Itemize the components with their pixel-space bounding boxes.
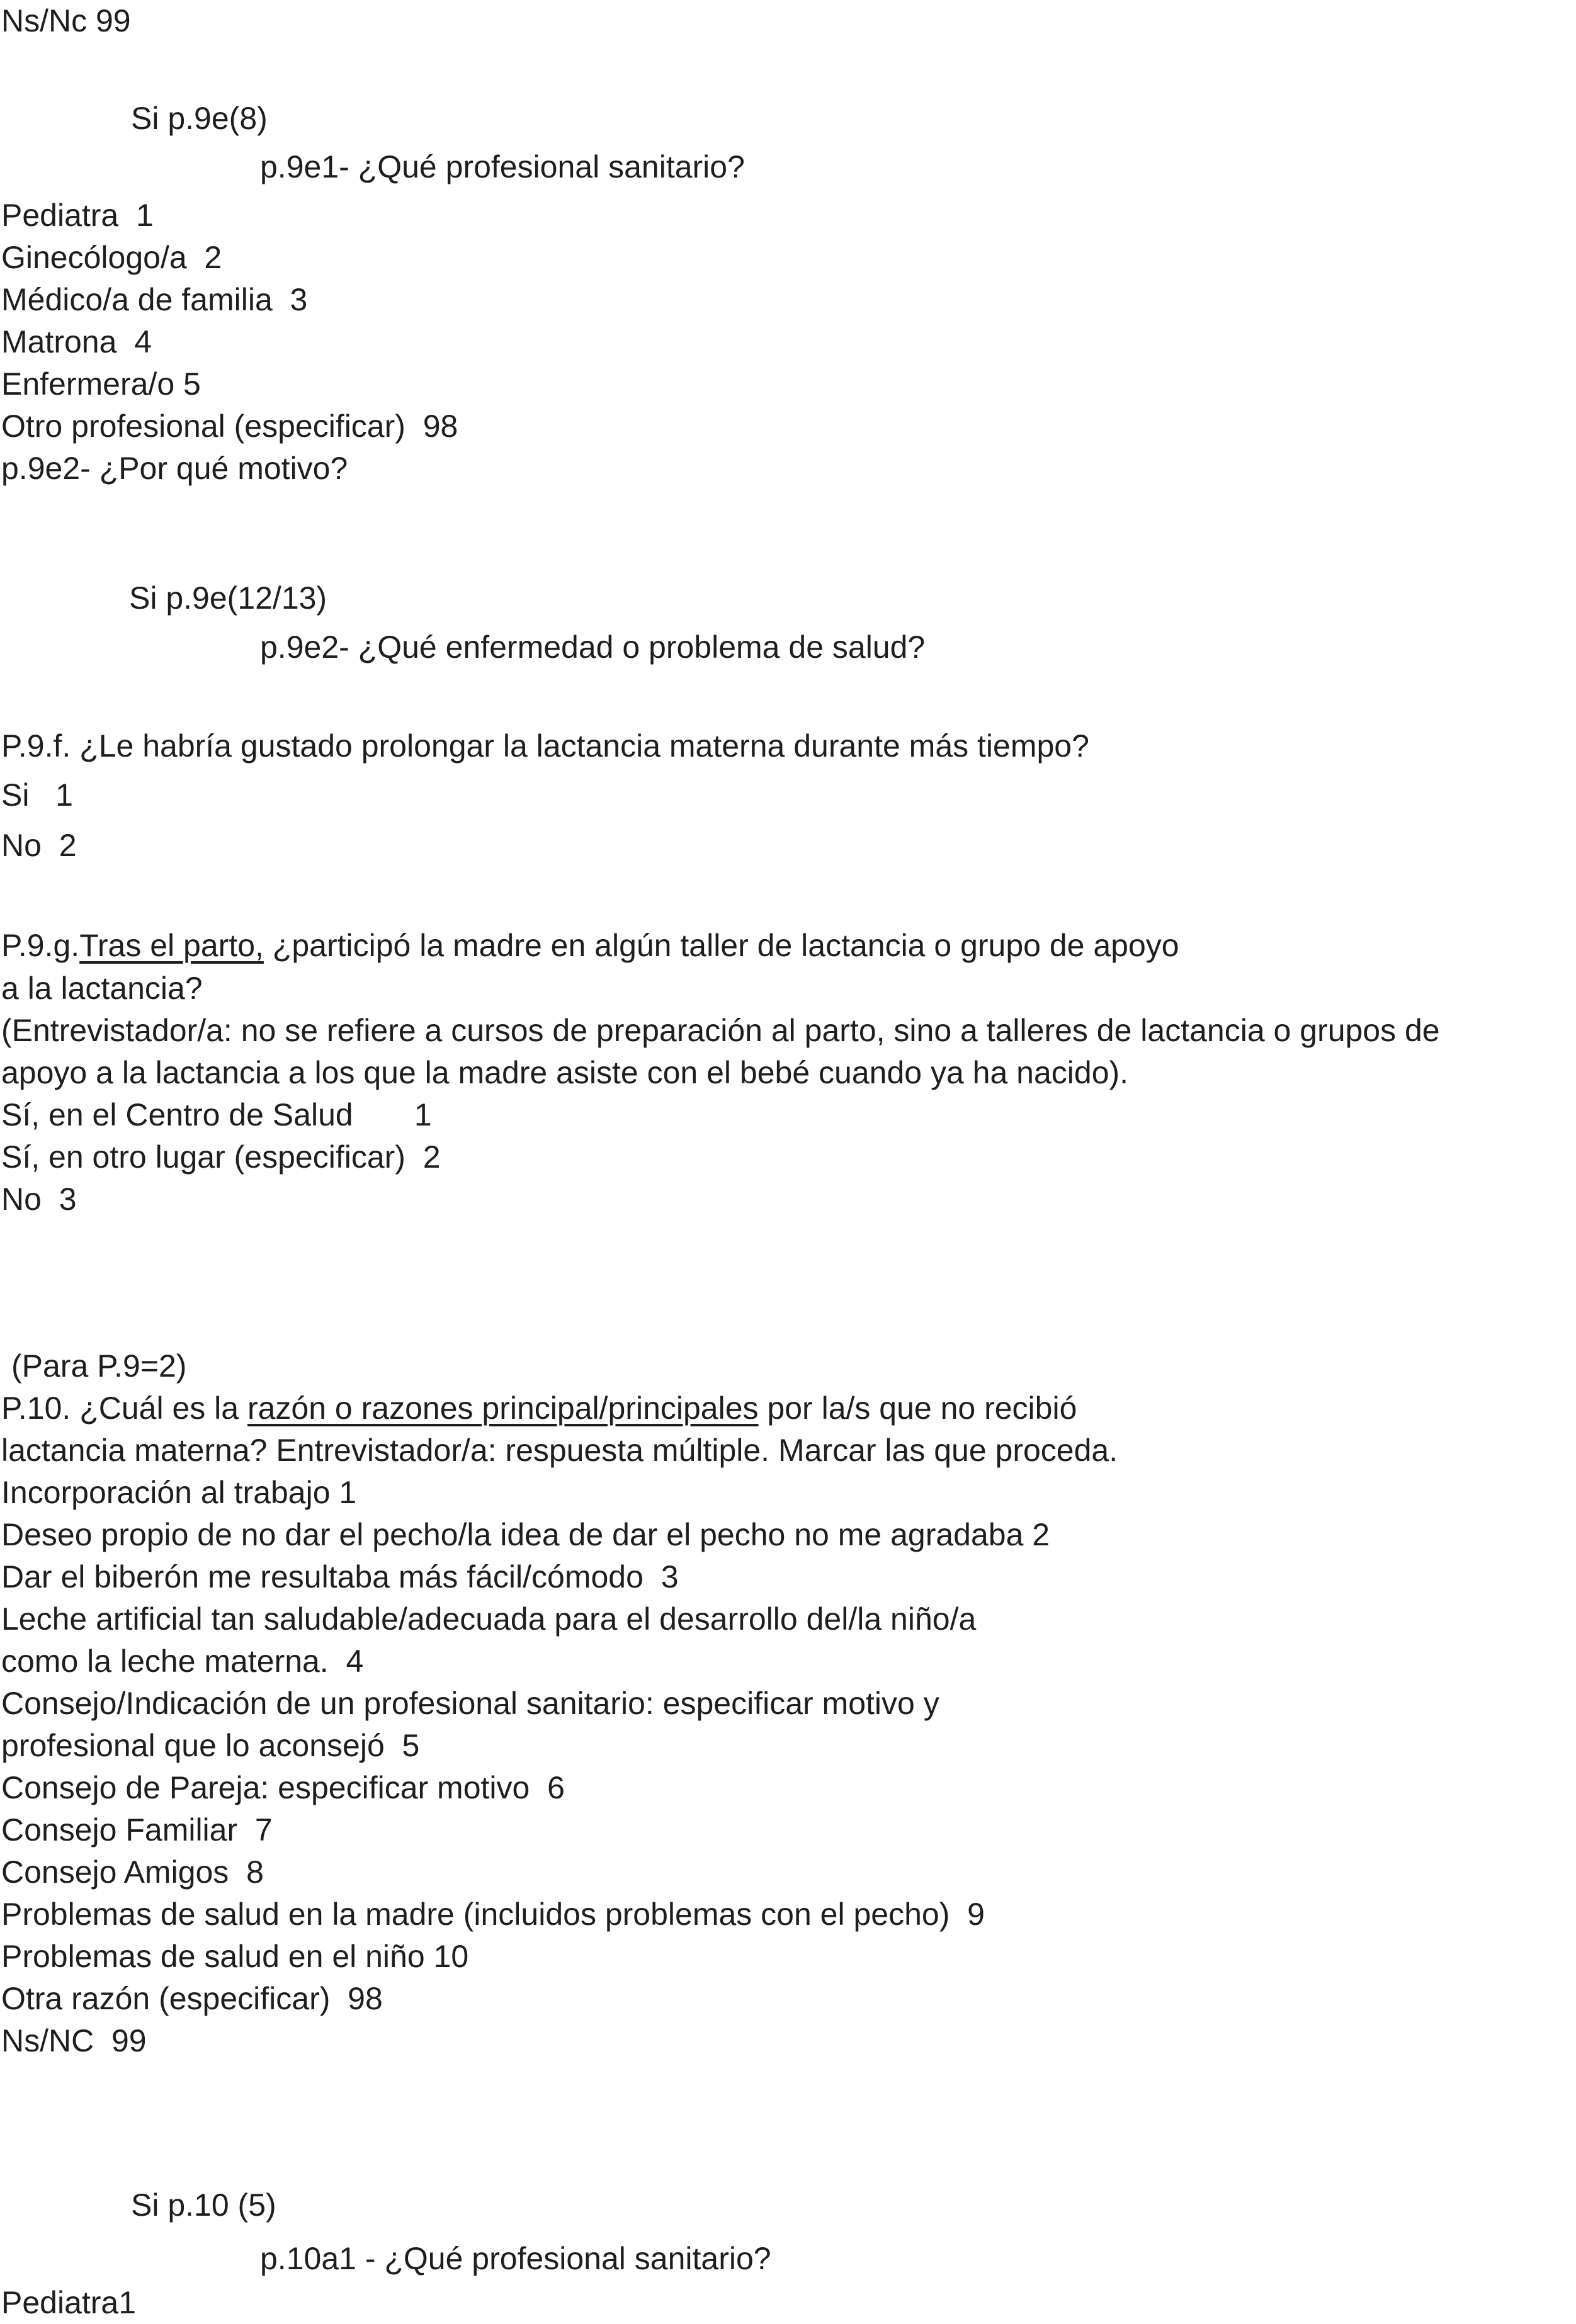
question-p9e2-enfermedad: p.9e2- ¿Qué enfermedad o problema de salud? (260, 629, 926, 665)
option-enfermera: Enfermera/o 5 (1, 366, 201, 402)
question-p9g-underlined: Tras el parto, (79, 928, 264, 963)
option-si: Si 1 (1, 777, 73, 813)
question-p9g-text: ¿participó la madre en algún taller de lactancia o grupo de apoyo (263, 928, 1179, 963)
option-consejo-amigos: Consejo Amigos 8 (1, 1854, 264, 1890)
option-pediatra: Pediatra 1 (1, 198, 154, 233)
filter-para-p9: (Para P.9=2) (11, 1348, 187, 1384)
option-problemas-nino: Problemas de salud en el niño 10 (1, 1939, 469, 1974)
option-problemas-madre: Problemas de salud en la madre (incluidos problemas con el pecho) 9 (1, 1897, 985, 1932)
option-ns-nc-99: Ns/NC 99 (1, 2023, 147, 2058)
option-medico-familia: Médico/a de familia 3 (1, 282, 308, 317)
option-otro-lugar: Sí, en otro lugar (especificar) 2 (1, 1139, 441, 1175)
question-p9e2-motivo: p.9e2- ¿Por qué motivo? (1, 451, 348, 486)
interviewer-note-line1: (Entrevistador/a: no se refiere a cursos de preparación al parto, sino a talleres de lactancia o grupos de (1, 1013, 1440, 1048)
option-otra-razon: Otra razón (especificar) 98 (1, 1981, 383, 2016)
option-incorporacion-trabajo: Incorporación al trabajo 1 (1, 1475, 357, 1510)
option-no: No 2 (1, 828, 77, 863)
question-p10 (1, 1392, 1077, 1424)
option-centro-salud: Sí, en el Centro de Salud 1 (1, 1097, 432, 1132)
question-p9g-cont: a la lactancia? (1, 971, 203, 1006)
option-biberon: Dar el biberón me resultaba más fácil/cómodo 3 (1, 1559, 679, 1594)
question-p9e1: p.9e1- ¿Qué profesional sanitario? (260, 149, 745, 184)
option-consejo-pareja: Consejo de Pareja: especificar motivo 6 (1, 1770, 565, 1805)
option-ginecologo: Ginecólogo/a 2 (1, 240, 222, 275)
option-pediatra-1: Pediatra1 (1, 2285, 137, 2320)
option-consejo-profesional: Consejo/Indicación de un profesional sanitario: especificar motivo y (1, 1686, 939, 1721)
option-otro-profesional: Otro profesional (especificar) 98 (1, 409, 458, 444)
interviewer-note-line2: apoyo a la lactancia a los que la madre asiste con el bebé cuando ya ha nacido). (1, 1055, 1129, 1090)
option-leche-artificial: Leche artificial tan saludable/adecuada para el desarrollo del/la niño/a (1, 1601, 977, 1637)
option-leche-artificial-cont: como la leche materna. 4 (1, 1644, 364, 1679)
option-consejo-familiar: Consejo Familiar 7 (1, 1812, 273, 1847)
option-deseo-propio: Deseo propio de no dar el pecho/la idea de dar el pecho no me agradaba 2 (1, 1517, 1050, 1552)
question-p9g-number: P.9.g. (1, 928, 80, 963)
question-p10-underlined: razón o razones principal/principales (247, 1390, 759, 1426)
filter-si-p9e12-13: Si p.9e(12/13) (129, 580, 327, 616)
filter-si-p10-5: Si p.10 (5) (131, 2187, 276, 2223)
question-p10-end: por la/s que no recibió (758, 1390, 1077, 1426)
option-matrona: Matrona 4 (1, 324, 152, 359)
filter-si-p9e8: Si p.9e(8) (131, 101, 268, 136)
question-p9f: P.9.f. ¿Le habría gustado prolongar la lactancia materna durante más tiempo? (1, 728, 1089, 764)
option-no-3: No 3 (1, 1182, 77, 1217)
question-p10-cont: lactancia materna? Entrevistador/a: respuesta múltiple. Marcar las que proceda. (1, 1433, 1118, 1468)
question-p10a1: p.10a1 - ¿Qué profesional sanitario? (260, 2241, 771, 2276)
option-ns-nc: Ns/Nc 99 (1, 3, 131, 38)
question-p10-start: P.10. ¿Cuál es la (1, 1390, 247, 1426)
question-p9g (1, 930, 1179, 961)
option-consejo-profesional-cont: profesional que lo aconsejó 5 (1, 1728, 420, 1763)
